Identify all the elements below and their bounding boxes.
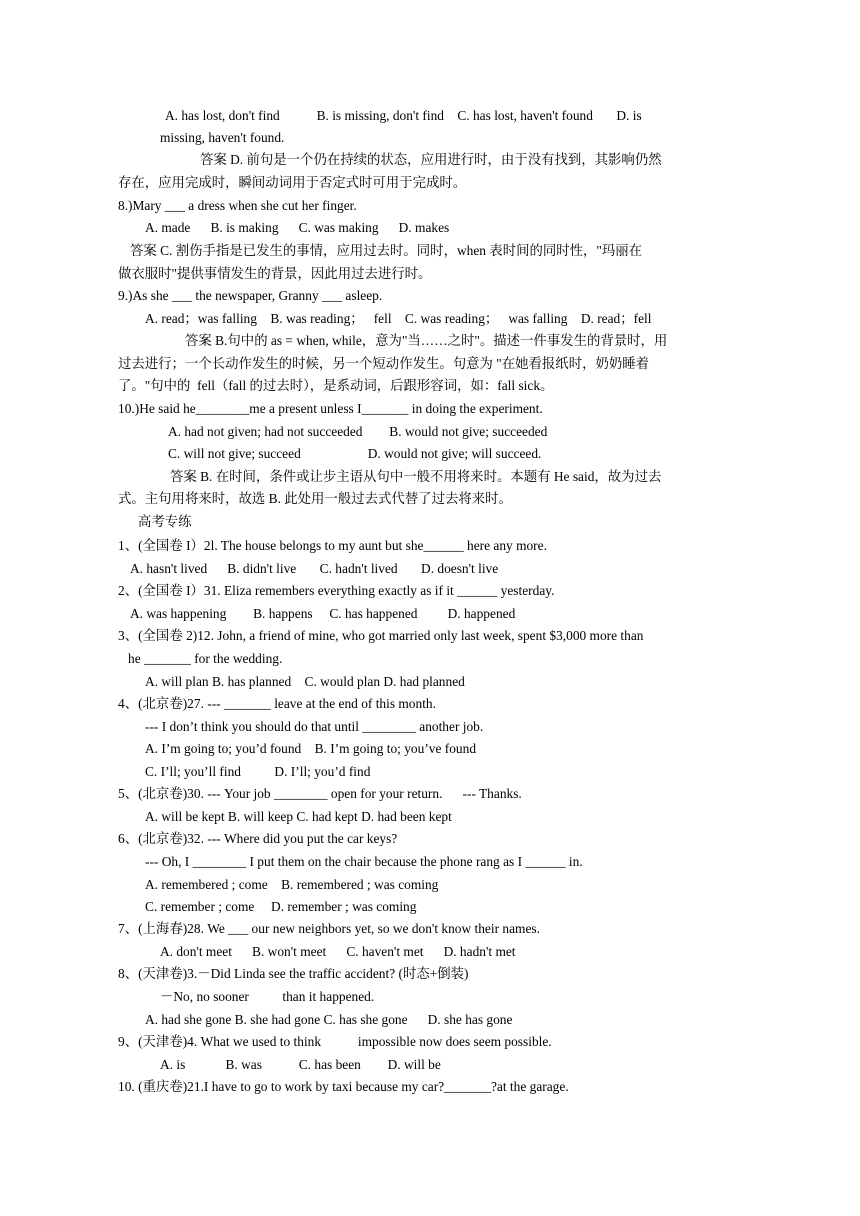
option-line: C. will not give; succeed D. would not give; will succeed. (168, 446, 542, 461)
option-line: A. read；was falling B. was reading； fell C. was reading； was falling D. read；fell (145, 311, 652, 326)
question-line: 9.)As she ___ the newspaper, Granny ___ asleep. (118, 288, 383, 303)
answer-line: 答案 B. 在时间，条件或让步主语从句中一般不用将来时。本题有 He said，故为过去 (170, 469, 662, 484)
question-line: 10. (重庆卷)21.I have to go to work by taxi because my car?_______?at the garage. (118, 1079, 569, 1094)
question-line: 9、(天津卷)4. What we used to think impossible now does seem possible. (118, 1034, 552, 1049)
answer-line: 存在，应用完成时，瞬间动词用于否定式时可用于完成时。 (118, 175, 467, 190)
question-line: 8.)Mary ___ a dress when she cut her finger. (118, 198, 357, 213)
question-line: 10.)He said he________me a present unless I_______ in doing the experiment. (118, 401, 543, 416)
question-line: 5、(北京卷)30. --- Your job ________ open for your return. --- Thanks. (118, 786, 522, 801)
option-line: missing, haven't found. (160, 130, 285, 145)
option-line: A. had she gone B. she had gone C. has she gone D. she has gone (145, 1012, 513, 1027)
question-line: he _______ for the wedding. (128, 651, 283, 666)
question-line: --- I don’t think you should do that until ________ another job. (145, 719, 484, 734)
answer-line: 了。"句中的 fell（fall 的过去时），是系动词，后跟形容词，如：fall sick。 (118, 378, 554, 393)
question-line: 8、(天津卷)3.－Did Linda see the traffic accident? (时态+倒装) (118, 966, 469, 981)
question-line: －No, no sooner than it happened. (160, 989, 375, 1004)
answer-line: 答案 D. 前句是一个仍在持续的状态，应用进行时，由于没有找到，其影响仍然 (200, 152, 662, 167)
question-line: 3、(全国卷 2)12. John, a friend of mine, who got married only last week, spent $3,000 more than (118, 628, 644, 643)
option-line: A. made B. is making C. was making D. makes (145, 220, 450, 235)
option-line: A. hasn't lived B. didn't live C. hadn't lived D. doesn't live (130, 561, 499, 576)
answer-line: 答案 B.句中的 as = when, while，意为"当……之时"。描述一件事发生的背景时，用 (185, 333, 668, 348)
answer-line: 答案 C. 割伤手指是已发生的事情，应用过去时。同时，when 表时间的同时性，"玛丽在 (130, 243, 643, 258)
question-line: 1、(全国卷 I）2l. The house belongs to my aunt but she______ here any more. (118, 538, 547, 553)
answer-line: 做衣服时"提供事情发生的背景，因此用过去进行时。 (118, 266, 432, 281)
option-line: A. is B. was C. has been D. will be (160, 1057, 441, 1072)
answer-line: 过去进行；一个长动作发生的时候，另一个短动作发生。句意为 "在她看报纸时，奶奶睡着 (118, 356, 650, 371)
question-line: 7、(上海春)28. We ___ our new neighbors yet, so we don't know their names. (118, 921, 540, 936)
answer-line: 式。主句用将来时，故选 B. 此处用一般过去式代替了过去将来时。 (118, 491, 512, 506)
option-line: A. will plan B. has planned C. would plan D. had planned (145, 674, 465, 689)
option-line: C. I’ll; you’ll find D. I’ll; you’d find (145, 764, 371, 779)
option-line: A. has lost, don't find B. is missing, don't find C. has lost, haven't found D. is (165, 108, 642, 123)
question-line: 2、(全国卷 I）31. Eliza remembers everything exactly as if it ______ yesterday. (118, 583, 555, 598)
question-line: 6、(北京卷)32. --- Where did you put the car keys? (118, 831, 398, 846)
option-line: A. was happening B. happens C. has happened D. happened (130, 606, 516, 621)
option-line: A. remembered ; come B. remembered ; was coming (145, 877, 439, 892)
option-line: A. I’m going to; you’d found B. I’m going to; you’ve found (145, 741, 477, 756)
option-line: A. will be kept B. will keep C. had kept D. had been kept (145, 809, 452, 824)
option-line: A. don't meet B. won't meet C. haven't met D. hadn't met (160, 944, 516, 959)
question-line: --- Oh, I ________ I put them on the chair because the phone rang as I ______ in. (145, 854, 583, 869)
section-heading: 高考专练 (138, 514, 192, 529)
question-line: 4、(北京卷)27. --- _______ leave at the end of this month. (118, 696, 436, 711)
option-line: A. had not given; had not succeeded B. would not give; succeeded (168, 424, 548, 439)
option-line: C. remember ; come D. remember ; was coming (145, 899, 417, 914)
